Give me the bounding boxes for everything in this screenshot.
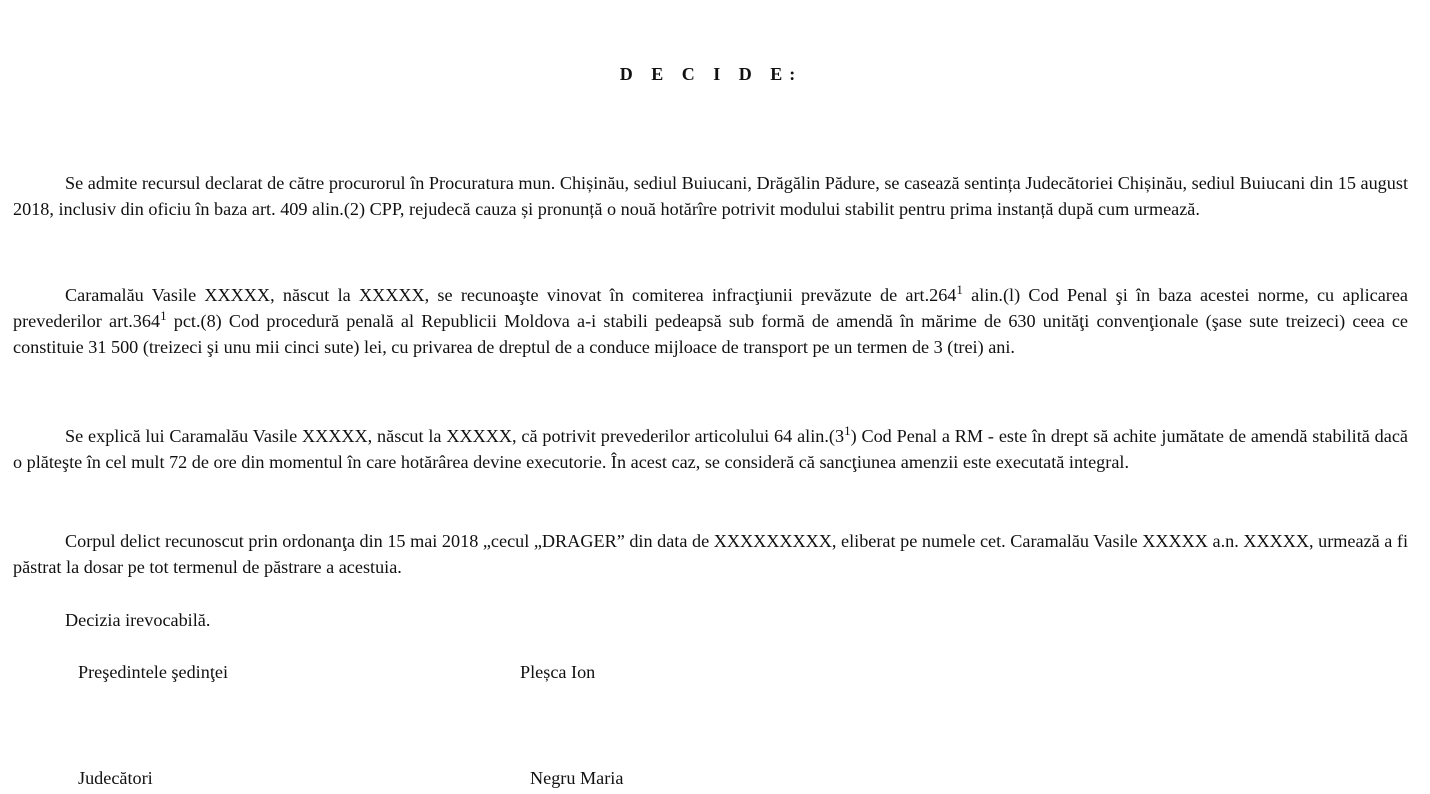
superscript: 1 bbox=[956, 282, 963, 297]
superscript: 1 bbox=[844, 423, 851, 438]
paragraph-text: Se explică lui Caramalău Vasile XXXXX, născut la XXXXX, că potrivit prevederilor articolului 64 alin.(3 bbox=[65, 426, 845, 446]
paragraph-text: pct.(8) Cod procedură penală al Republicii Moldova a-i stabili pedeapsă sub formă de amendă în mărime de 630 unităţi convenţionale (şase sute treizeci) ceea ce constituie 31 500 (treizeci şi unu mii cinci sute) lei, cu privarea de dreptul de a conduce mijloace de transport pe un termen de 3 (trei) ani. bbox=[13, 311, 1408, 357]
paragraph-text: ) Cod Penal a RM - este în drept să achite jumătate de amendă stabilită dacă o plăteşte în cel mult 72 de ore din momentul în care hotărârea devine executorie. În acest caz, se consideră că sancţiunea amenzii este executată integral. bbox=[13, 426, 1408, 472]
signature-name-judge: Negru Maria bbox=[530, 768, 624, 788]
paragraph-recurs-admis: Se admite recursul declarat de către procurorul în Procuratura mun. Chișinău, sediul Buiucani, Drăgălin Pădure, se casează sentința Judecătoriei Chișinău, sediul Buiucani din 15 august 2018, inclusiv din oficiu în baza art. 409 alin.(2) CPP, rejudecă cauza și pronunță o nouă hotărîre potrivit modului stabilit pentru prima instanță după cum urmează. bbox=[13, 173, 1408, 219]
paragraph-sentence bbox=[13, 282, 1408, 360]
paragraph-text: alin.(l) Cod Penal şi în baza acestei norme, cu aplicarea prevederilor art.364 bbox=[13, 285, 1408, 331]
paragraph-corpus-delicti: Corpul delict recunoscut prin ordonanţa din 15 mai 2018 „cecul „DRAGER” din data de XXXXXXXXX, eliberat pe numele cet. Caramalău Vasile XXXXX a.n. XXXXX, urmează a fi păstrat la dosar pe tot termenul de păstrare a acestuia. bbox=[13, 531, 1408, 577]
signature-name-president: Pleșca Ion bbox=[520, 662, 596, 682]
paragraph-explanation bbox=[13, 423, 1408, 475]
superscript: 1 bbox=[160, 308, 167, 323]
signature-role-president: Preşedintele şedinţei bbox=[78, 662, 229, 682]
signature-role-judges: Judecători bbox=[78, 768, 153, 788]
final-statement: Decizia irevocabilă. bbox=[65, 610, 211, 630]
decision-heading: D E C I D E: bbox=[619, 64, 803, 84]
paragraph-text: Caramalău Vasile XXXXX, născut la XXXXX, se recunoaşte vinovat în comiterea infracţiunii prevăzute de art.264 bbox=[65, 285, 957, 305]
